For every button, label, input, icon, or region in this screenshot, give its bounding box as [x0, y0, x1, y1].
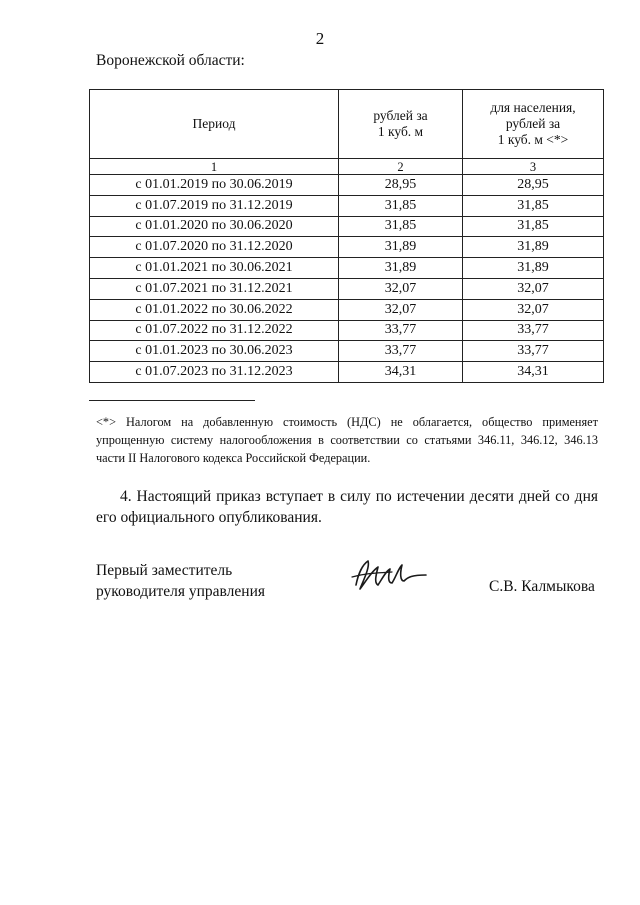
price-cell: 34,31: [339, 362, 463, 383]
period-cell: с 01.01.2023 по 30.06.2023: [90, 341, 339, 362]
clause-4-paragraph: 4. Настоящий приказ вступает в силу по истечении десяти дней со дня его официального опубликования.: [96, 488, 598, 526]
table-row: [90, 278, 604, 299]
price-cell: 32,07: [339, 278, 463, 299]
population-price-cell: 28,95: [463, 175, 604, 196]
period-cell: с 01.01.2020 по 30.06.2020: [90, 216, 339, 237]
table-row: [90, 258, 604, 279]
signer-title-line: Первый заместитель: [96, 562, 233, 579]
table-row: [90, 341, 604, 362]
table-header-row: [90, 90, 604, 159]
population-price-cell: 31,85: [463, 216, 604, 237]
header-price: [339, 90, 463, 159]
table-body: [90, 175, 604, 383]
tariff-table: [89, 89, 604, 383]
population-price-cell: 31,89: [463, 237, 604, 258]
footnote: <*> Налогом на добавленную стоимость (НДС) не облагается, общество применяет упрощенную систему налогообложения в соответствии со статьями 346.11, 346.12, 346.13 части II Налогового кодекса Российской Федерации.: [96, 415, 598, 465]
header-price-line: рублей за: [373, 108, 428, 123]
price-cell: 32,07: [339, 299, 463, 320]
population-price-cell: 33,77: [463, 320, 604, 341]
price-cell: 31,89: [339, 258, 463, 279]
price-cell: 33,77: [339, 320, 463, 341]
price-cell: 28,95: [339, 175, 463, 196]
period-cell: с 01.01.2021 по 30.06.2021: [90, 258, 339, 279]
header-price-line: 1 куб. м: [377, 124, 424, 139]
column-number: 3: [463, 159, 604, 175]
price-cell: 31,85: [339, 216, 463, 237]
period-cell: с 01.01.2022 по 30.06.2022: [90, 299, 339, 320]
signer-name: С.В. Калмыкова: [489, 578, 595, 595]
period-cell: с 01.07.2023 по 31.12.2023: [90, 362, 339, 383]
header-population-line: рублей за: [505, 116, 561, 131]
period-cell: с 01.07.2022 по 31.12.2022: [90, 320, 339, 341]
price-cell: 31,85: [339, 195, 463, 216]
table-row: [90, 195, 604, 216]
population-price-cell: 32,07: [463, 299, 604, 320]
footnote-divider: [89, 400, 255, 401]
population-price-cell: 32,07: [463, 278, 604, 299]
handwritten-signature: [348, 555, 430, 597]
price-cell: 31,89: [339, 237, 463, 258]
header-population-line: 1 куб. м <*>: [497, 132, 569, 147]
population-price-cell: 33,77: [463, 341, 604, 362]
region-heading: Воронежской области:: [96, 52, 245, 69]
period-cell: с 01.07.2020 по 31.12.2020: [90, 237, 339, 258]
header-period: [90, 90, 339, 159]
population-price-cell: 34,31: [463, 362, 604, 383]
column-number: 1: [90, 159, 339, 175]
signer-title-line: руководителя управления: [96, 583, 266, 600]
page-number: 2: [315, 29, 325, 48]
period-cell: с 01.07.2021 по 31.12.2021: [90, 278, 339, 299]
table-row: [90, 216, 604, 237]
signer-title: [96, 560, 265, 602]
price-cell: 33,77: [339, 341, 463, 362]
header-population-line: для населения,: [490, 100, 576, 115]
population-price-cell: 31,89: [463, 258, 604, 279]
period-cell: с 01.01.2019 по 30.06.2019: [90, 175, 339, 196]
table-row: [90, 362, 604, 383]
table-row: [90, 299, 604, 320]
table-row: [90, 237, 604, 258]
population-price-cell: 31,85: [463, 195, 604, 216]
period-cell: с 01.07.2019 по 31.12.2019: [90, 195, 339, 216]
column-number: 2: [339, 159, 463, 175]
table-row: [90, 320, 604, 341]
header-price-population: [463, 90, 604, 159]
column-number-row: [90, 159, 604, 175]
table-row: [90, 175, 604, 196]
header-period-line: Период: [192, 116, 236, 131]
